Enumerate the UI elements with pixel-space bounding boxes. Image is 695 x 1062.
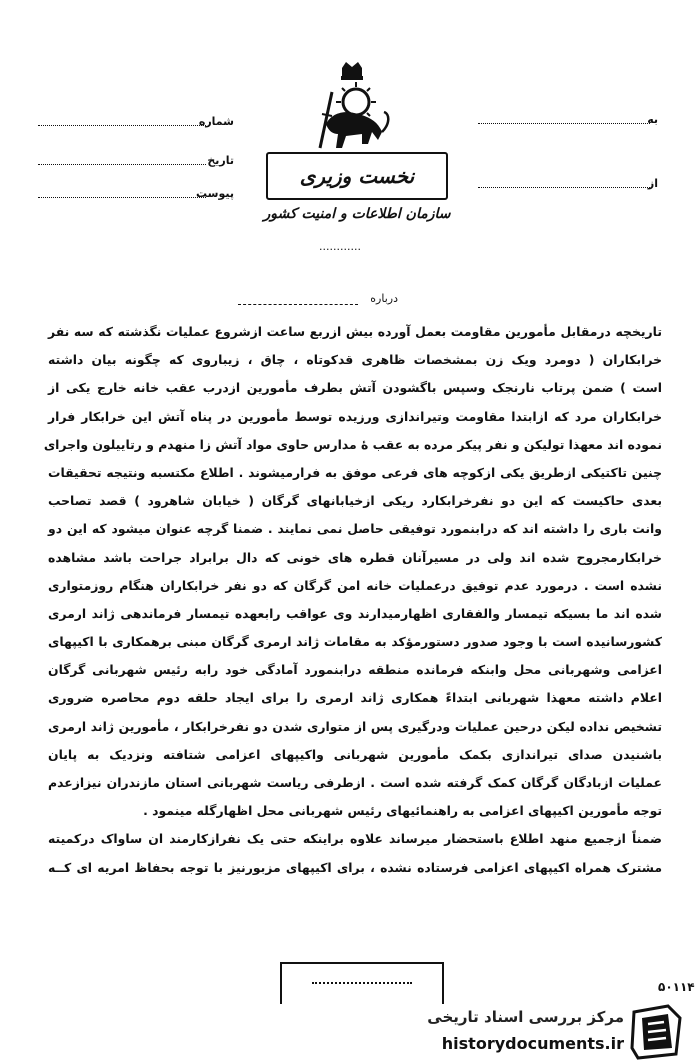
body-line: عملیات ازبادگان گرگان کمک گرفته شده است . ازطرفی ریاست شهربانی استان مازندران نیزازعدم	[48, 775, 662, 790]
body-line: شده اند ما بسیکه تیمسار والفقاری اظهارمیدارند وی عواقب رابعهده تیمسار فرماندهی ژاند ارمری	[48, 605, 662, 621]
watermark-title: مرکز بررسی اسناد تاریخی	[427, 1008, 624, 1026]
body-line: خرابکاران مرد که ازابتدا مقاومت وتیراندازی ورزیده توسط مأمورین در پناه آتش این خرابکار فرار	[48, 408, 662, 424]
body-line: توجه مأمورین اکیپهای اعزامی به راهنمائیهای رئیس شهربانی محل اظهارگله مینمود .	[143, 803, 662, 819]
body-line: کشورسانیده است با وجود صدور دستورمؤکد به مقامات ژاند ارمری گرگان مبنی برهمکاری با اکیپهای	[48, 634, 662, 650]
watermark-url[interactable]: historydocuments.ir	[441, 1034, 624, 1053]
to-field	[478, 112, 658, 126]
number-field-line	[38, 125, 206, 126]
ministry-seal-text: نخست وزیری	[299, 164, 415, 188]
document-body	[43, 318, 662, 882]
subject-field	[238, 292, 398, 308]
number-field	[38, 114, 234, 128]
footer-stamp-dots	[312, 982, 412, 984]
body-line: اعلام داشته معهذا شهربانی ابتداءً همکاری ژاند ارمری را برای ایجاد حلقه دوم محاصره ضروری	[48, 690, 662, 706]
body-line: وانت باری را داشته اند که درابنمورد توفیقی حاصل نمی نمایند . ضمنا گرچه عنوان میشود که این دو	[48, 521, 662, 537]
to-label: به	[647, 113, 658, 126]
body-line: ضمناً ازجمیع منهد اطلاع باستحضار میرساند علاوه براینکه حتی یک نفرازکارمند ان ساواک درکمیته	[48, 831, 662, 847]
page-code: ۵۰۱۱۴	[658, 980, 695, 994]
lion-and-sun-emblem-icon	[312, 62, 392, 162]
from-field	[478, 176, 658, 190]
body-line: چنین تاکتیکی ازطریق یکی ازکوچه های فرعی موفق به فرارمیشوند . اطلاع مکتسبه ونتیجه تحقیقات	[48, 464, 662, 480]
subject-field-line	[238, 304, 358, 305]
body-line: بعدی حاکیست که این دو نفرخرابکارد ریکی ازخیابانهای گرگان ( خیابان شاهرود ) قصد تصاحب	[48, 493, 662, 509]
body-line: خرابکاران ( دومرد ویک زن بمشخصات ظاهری قدکوتاه ، چاق ، زیباروی که چگونه بیان داشته	[48, 352, 662, 368]
date-field	[38, 153, 234, 167]
body-line: اعزامی وشهربانی محل وابنکه فرمانده منطقه درابنمورد آمادگی خود رابه رئیس شهربانی گرگان	[48, 662, 662, 678]
attachment-field-line	[38, 197, 206, 198]
body-line: تشخیص نداده لیکن درحین عملیات ودرگیری پس از متواری شدن دو نفرخرابکار ، مأمورین ژاند ارمری	[48, 718, 662, 734]
from-label: از	[647, 177, 658, 190]
watermark	[406, 1000, 690, 1062]
organization-name: سازمان اطلاعات و امنیت کشور	[263, 206, 451, 222]
from-field-line	[478, 187, 650, 188]
to-field-line	[478, 123, 650, 124]
attachment-label: پیوست	[196, 187, 234, 200]
organization-sub-label: ............	[319, 240, 361, 253]
body-line: است ) ضمن پرتاب نارنجک وسپس باگشودن آتش بطرف مأمورین ازدرب عقب خانه خارج یکی از	[48, 380, 662, 396]
ministry-seal-box	[266, 152, 448, 200]
body-line: نشده است . درمورد عدم توفیق درعملیات خانه امن گرگان که دو نفر خرابکاران هنگام روزمتواری	[48, 577, 662, 593]
date-label: تاریخ	[207, 154, 234, 167]
date-field-line	[38, 164, 206, 165]
body-line: مشترک همراه اکیپهای اعزامی فرستاده نشده ، برای اکیپهای مزبورنیز با توجه بحفاظ امریه ای کــه	[48, 859, 662, 875]
body-line: تاریخچه درمقابل مأمورین مقاومت بعمل آورده بیش ازربع ساعت ازشروع عملیات نگذشته که سه نفر	[48, 324, 662, 339]
subject-label: درباره	[370, 292, 398, 305]
history-documents-logo-icon	[628, 1004, 684, 1060]
attachment-field	[38, 186, 234, 200]
number-label: شماره	[198, 115, 234, 128]
body-line: خرابکارمجروح شده اند ولی در مسیرآنان قطره های خونی که دال برابراد جراحت باشد مشاهده	[48, 549, 662, 565]
footer-stamp-box	[280, 962, 444, 1004]
body-line: باشنیدن صدای تیراندازی بکمک مأمورین شهربانی واکیپهای اعزامی شتافته ونزدیک به پایان	[48, 746, 662, 762]
body-line: نموده اند معهذا تولیکن و نفر پیکر مرده به عقب ۀ مدارس حاوی مواد آتش زا منهدم و رتاییلون واجرای	[43, 436, 662, 452]
